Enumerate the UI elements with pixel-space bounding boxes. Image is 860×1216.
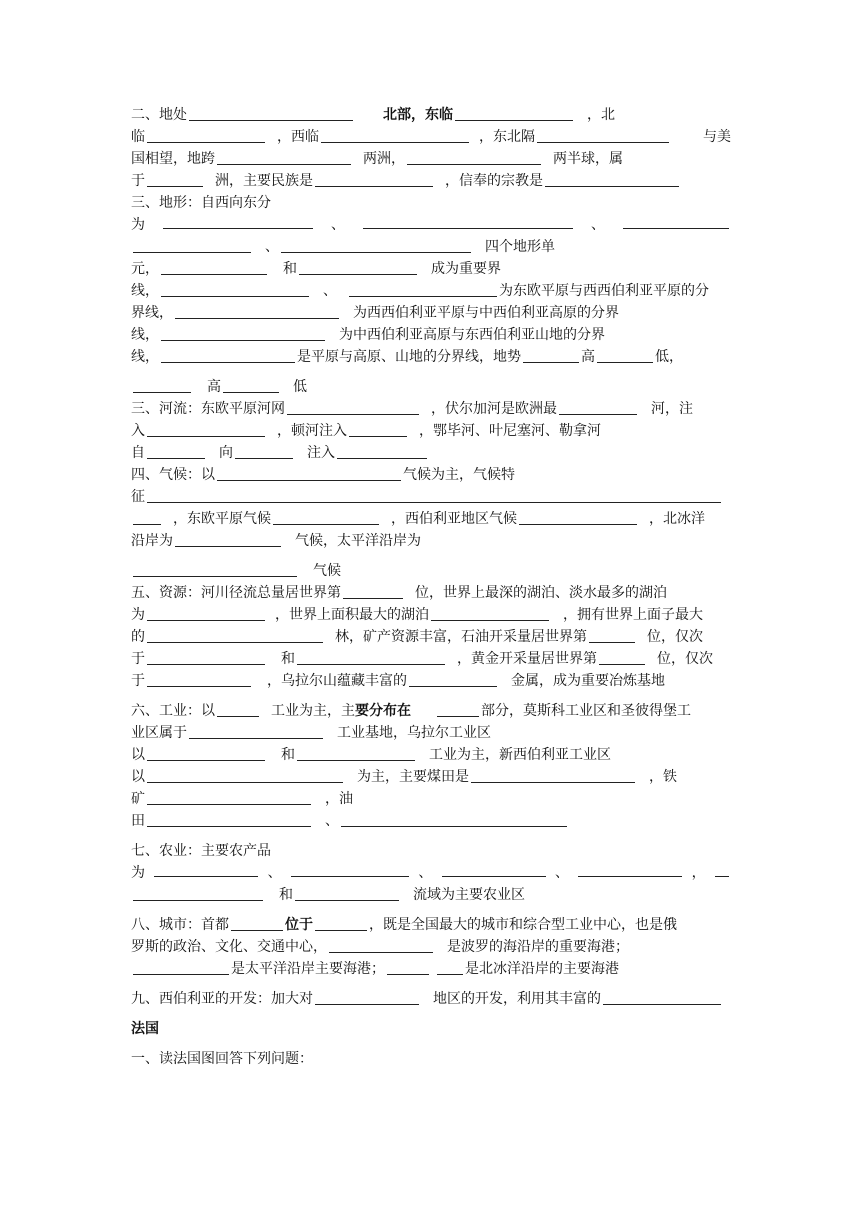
text: 界线， [131,305,173,321]
blank[interactable] [329,938,433,953]
blank[interactable] [161,348,295,363]
s5-line-4 [131,648,731,670]
text: 林，矿产资源丰富，石油开采量居世界第 [335,629,587,645]
blank[interactable] [147,672,251,687]
blank[interactable] [545,172,679,187]
blank[interactable] [471,768,635,783]
s6-line-4 [131,766,731,788]
text: 部分，莫斯科工业区和圣彼得堡工 [481,703,691,719]
blank[interactable] [349,422,407,437]
s7-line-3 [131,884,731,906]
text: 地区的开发，利用其丰富的 [433,991,601,1007]
blank[interactable] [217,150,351,165]
s4-line-3 [131,508,731,530]
text: 于 [131,173,145,189]
s6-line-2 [131,722,731,744]
s2-line-4 [131,170,731,192]
text: 北部，东临 [383,107,453,123]
s3-line-3 [131,236,731,258]
text: 、 [554,865,569,881]
text: 于 [131,651,145,667]
blank[interactable] [578,862,682,877]
text: 四个地形单 [485,239,555,255]
text: ，顿河注入 [277,423,347,439]
text: 是北冰洋沿岸的主要海港 [465,961,619,977]
blank[interactable] [431,606,549,621]
text: 和 [283,261,297,277]
document-page [131,104,731,1070]
s6-line-1 [131,700,731,722]
blank[interactable] [349,282,497,297]
blank[interactable] [437,960,463,975]
text: ，既是全国最大的城市和综合型工业中心，也是俄 [369,917,677,933]
blank[interactable] [163,214,313,229]
blank[interactable] [147,650,265,665]
text: 入 [131,423,145,439]
text: 五、资源：河川径流总量居世界第 [131,585,341,601]
text: 国相望，地跨 [131,151,215,167]
text: 低 [293,379,307,395]
s7-line-2 [131,862,731,884]
blank[interactable] [133,886,263,901]
text: 三、河流：东欧平原河网 [131,401,285,417]
text: 罗斯的政治、文化、交通中心， [131,939,327,955]
text: 四、气候：以 [131,467,215,483]
text: ，东北隔 [479,129,535,145]
text: ，北冰洋 [649,511,705,527]
text: ，铁 [649,769,677,785]
text: 位于 [285,917,313,933]
s5-line-5 [131,670,731,692]
s6-line-3 [131,744,731,766]
text: ，东欧平原气候 [173,511,271,527]
s8-line-2 [131,936,731,958]
text: 自 [131,445,145,461]
text: 向 [219,445,233,461]
s3b-line-2 [131,420,731,442]
text: 注入 [307,445,335,461]
text: 位，世界上最深的湖泊、淡水最多的湖泊 [415,585,667,601]
text: ，乌拉尔山蕴藏丰富的 [267,673,407,689]
blank[interactable] [189,724,323,739]
blank[interactable] [133,510,161,525]
text: ，信奉的宗教是 [445,173,543,189]
text: 气候为主，气候特 [403,467,515,483]
blank[interactable] [147,628,323,643]
text: 三、地形：自西向东分 [131,195,271,211]
blank[interactable] [437,702,479,717]
text: ，世界上面积最大的湖泊 [275,607,429,623]
text: 和 [281,651,295,667]
text: 洲，主要民族是 [215,173,313,189]
text: ，油 [325,791,353,807]
blank[interactable] [189,106,353,121]
text: 是波罗的海沿岸的重要海港； [447,939,629,955]
text: 为主，主要煤田是 [357,769,469,785]
blank[interactable] [147,790,311,805]
text: 要分布在 [355,703,411,719]
text: ，伏尔加河是欧洲最 [431,401,557,417]
blank[interactable] [597,348,653,363]
s3-line-9 [131,376,731,398]
blank[interactable] [343,584,403,599]
text: 征 [131,489,145,505]
text: 高 [207,379,221,395]
text: 田 [131,813,145,829]
text: 金属，成为重要冶炼基地 [511,673,665,689]
text: ，鄂毕河、叶尼塞河、勒拿河 [419,423,601,439]
blank[interactable] [337,444,427,459]
blank[interactable] [291,862,409,877]
text: 为西西伯利亚平原与中西伯利亚高原的分界 [353,305,619,321]
blank[interactable] [175,304,339,319]
blank[interactable] [537,128,669,143]
blank[interactable] [387,960,429,975]
text: 的 [131,629,145,645]
text: 线， [131,349,159,365]
s3-line-8 [131,346,731,368]
text: 于 [131,673,145,689]
text: ， [691,865,706,881]
text: 流域为主要农业区 [413,887,525,903]
text: 、 [591,217,605,233]
s6-line-5 [131,788,731,810]
text: 、 [265,239,279,255]
blank[interactable] [223,378,279,393]
blank[interactable] [341,812,567,827]
text: 低， [655,349,683,365]
s2-line-1 [131,104,731,126]
text: 、 [323,283,337,299]
blank[interactable] [715,862,729,877]
s3-line-7 [131,324,731,346]
blank[interactable] [231,916,283,931]
text: 七、农业：主要农产品 [131,843,271,859]
blank[interactable] [217,466,401,481]
blank[interactable] [154,862,258,877]
text: 两半球，属 [553,151,623,167]
text: 矿 [131,791,145,807]
s3-line-1 [131,192,731,214]
text: 八、城市：首都 [131,917,229,933]
text: 工业为主，主 [271,703,355,719]
s3-line-2 [131,214,731,236]
blank[interactable] [147,488,721,503]
text: 工业基地，乌拉尔工业区 [337,725,491,741]
text: 位，仅次 [647,629,703,645]
blank[interactable] [442,862,546,877]
blank[interactable] [147,422,265,437]
text: 临 [131,129,145,145]
blank[interactable] [147,444,205,459]
text: 为 [131,607,145,623]
s2-line-2 [131,126,731,148]
text: 六、工业：以 [131,703,215,719]
text: ，北 [587,107,615,123]
s3b-line-3 [131,442,731,464]
blank[interactable] [297,650,445,665]
blank[interactable] [623,214,729,229]
text: 线， [131,327,159,343]
text: ，西临 [277,129,319,145]
blank[interactable] [315,916,367,931]
blank[interactable] [409,672,497,687]
text: ，黄金开采量居世界第 [457,651,597,667]
blank[interactable] [133,378,191,393]
blank[interactable] [287,400,419,415]
text: 气候 [313,563,341,579]
blank[interactable] [297,746,415,761]
blank[interactable] [299,260,417,275]
blank[interactable] [523,348,579,363]
text: 以 [131,747,145,763]
france-question-1: 一、读法国图回答下列问题： [131,1051,313,1067]
text: 河，注 [651,401,693,417]
s4-line-1 [131,464,731,486]
s5-line-3 [131,626,731,648]
blank[interactable] [217,702,259,717]
blank[interactable] [455,106,573,121]
s3b-line-1 [131,398,731,420]
text: ，西伯利亚地区气候 [391,511,517,527]
text: 工业为主，新西伯利亚工业区 [429,747,611,763]
blank[interactable] [147,606,265,621]
blank[interactable] [603,990,721,1005]
blank[interactable] [589,628,635,643]
s5-line-1 [131,582,731,604]
blank[interactable] [559,400,637,415]
s5-line-2 [131,604,731,626]
text: 高 [581,349,595,365]
text: 为中西伯利亚高原与东西伯利亚山地的分界 [339,327,605,343]
text: 、 [331,217,345,233]
text: 元， [131,261,159,277]
blank[interactable] [273,510,379,525]
s9-line-1 [131,988,731,1010]
blank[interactable] [599,650,645,665]
text: 以 [131,769,145,785]
s4-line-5 [131,560,731,582]
s3-line-6 [131,302,731,324]
blank[interactable] [281,238,471,253]
blank[interactable] [235,444,293,459]
text: 九、西伯利亚的开发：加大对 [131,991,313,1007]
text: 为东欧平原与西西伯利亚平原的分 [499,283,709,299]
s4-line-4 [131,530,731,552]
blank[interactable] [407,150,541,165]
text: 两洲， [363,151,405,167]
blank[interactable] [133,562,297,577]
section-title-france: 法国 [131,1021,159,1037]
blank[interactable] [315,990,419,1005]
s4-line-2 [131,486,731,508]
blank[interactable] [147,172,203,187]
blank[interactable] [161,326,325,341]
blank[interactable] [175,532,281,547]
s2-line-3 [131,148,731,170]
blank[interactable] [147,812,311,827]
text: 气候，太平洋沿岸为 [295,533,421,549]
blank[interactable] [147,768,343,783]
blank[interactable] [133,960,229,975]
text: 位，仅次 [657,651,713,667]
text: 为 [131,865,145,881]
blank[interactable] [161,260,267,275]
text: 、 [325,813,339,829]
blank[interactable] [147,746,265,761]
s3-line-5 [131,280,731,302]
text: 成为重要界 [431,261,501,277]
text: ，拥有世界上面子最大 [563,607,703,623]
s6-line-6 [131,810,731,832]
blank[interactable] [133,238,251,253]
text: 与美 [703,129,731,145]
text: 、 [267,865,282,881]
text: 和 [279,887,293,903]
text: 是平原与高原、山地的分界线，地势 [297,349,521,365]
text: 业区属于 [131,725,187,741]
s8-line-1 [131,914,731,936]
text: 和 [281,747,295,763]
s3-line-4 [131,258,731,280]
blank[interactable] [161,282,309,297]
text: 是太平洋沿岸主要海港； [231,961,385,977]
text: 沿岸为 [131,533,173,549]
text: 二、地处 [131,107,187,123]
blank[interactable] [315,172,433,187]
blank[interactable] [295,886,399,901]
text: 为 [131,217,145,233]
blank[interactable] [147,128,265,143]
text: 、 [418,865,433,881]
s8-line-3 [131,958,731,980]
text: 线， [131,283,159,299]
s7-line-1 [131,840,731,862]
blank[interactable] [519,510,637,525]
blank[interactable] [363,214,573,229]
blank[interactable] [321,128,469,143]
